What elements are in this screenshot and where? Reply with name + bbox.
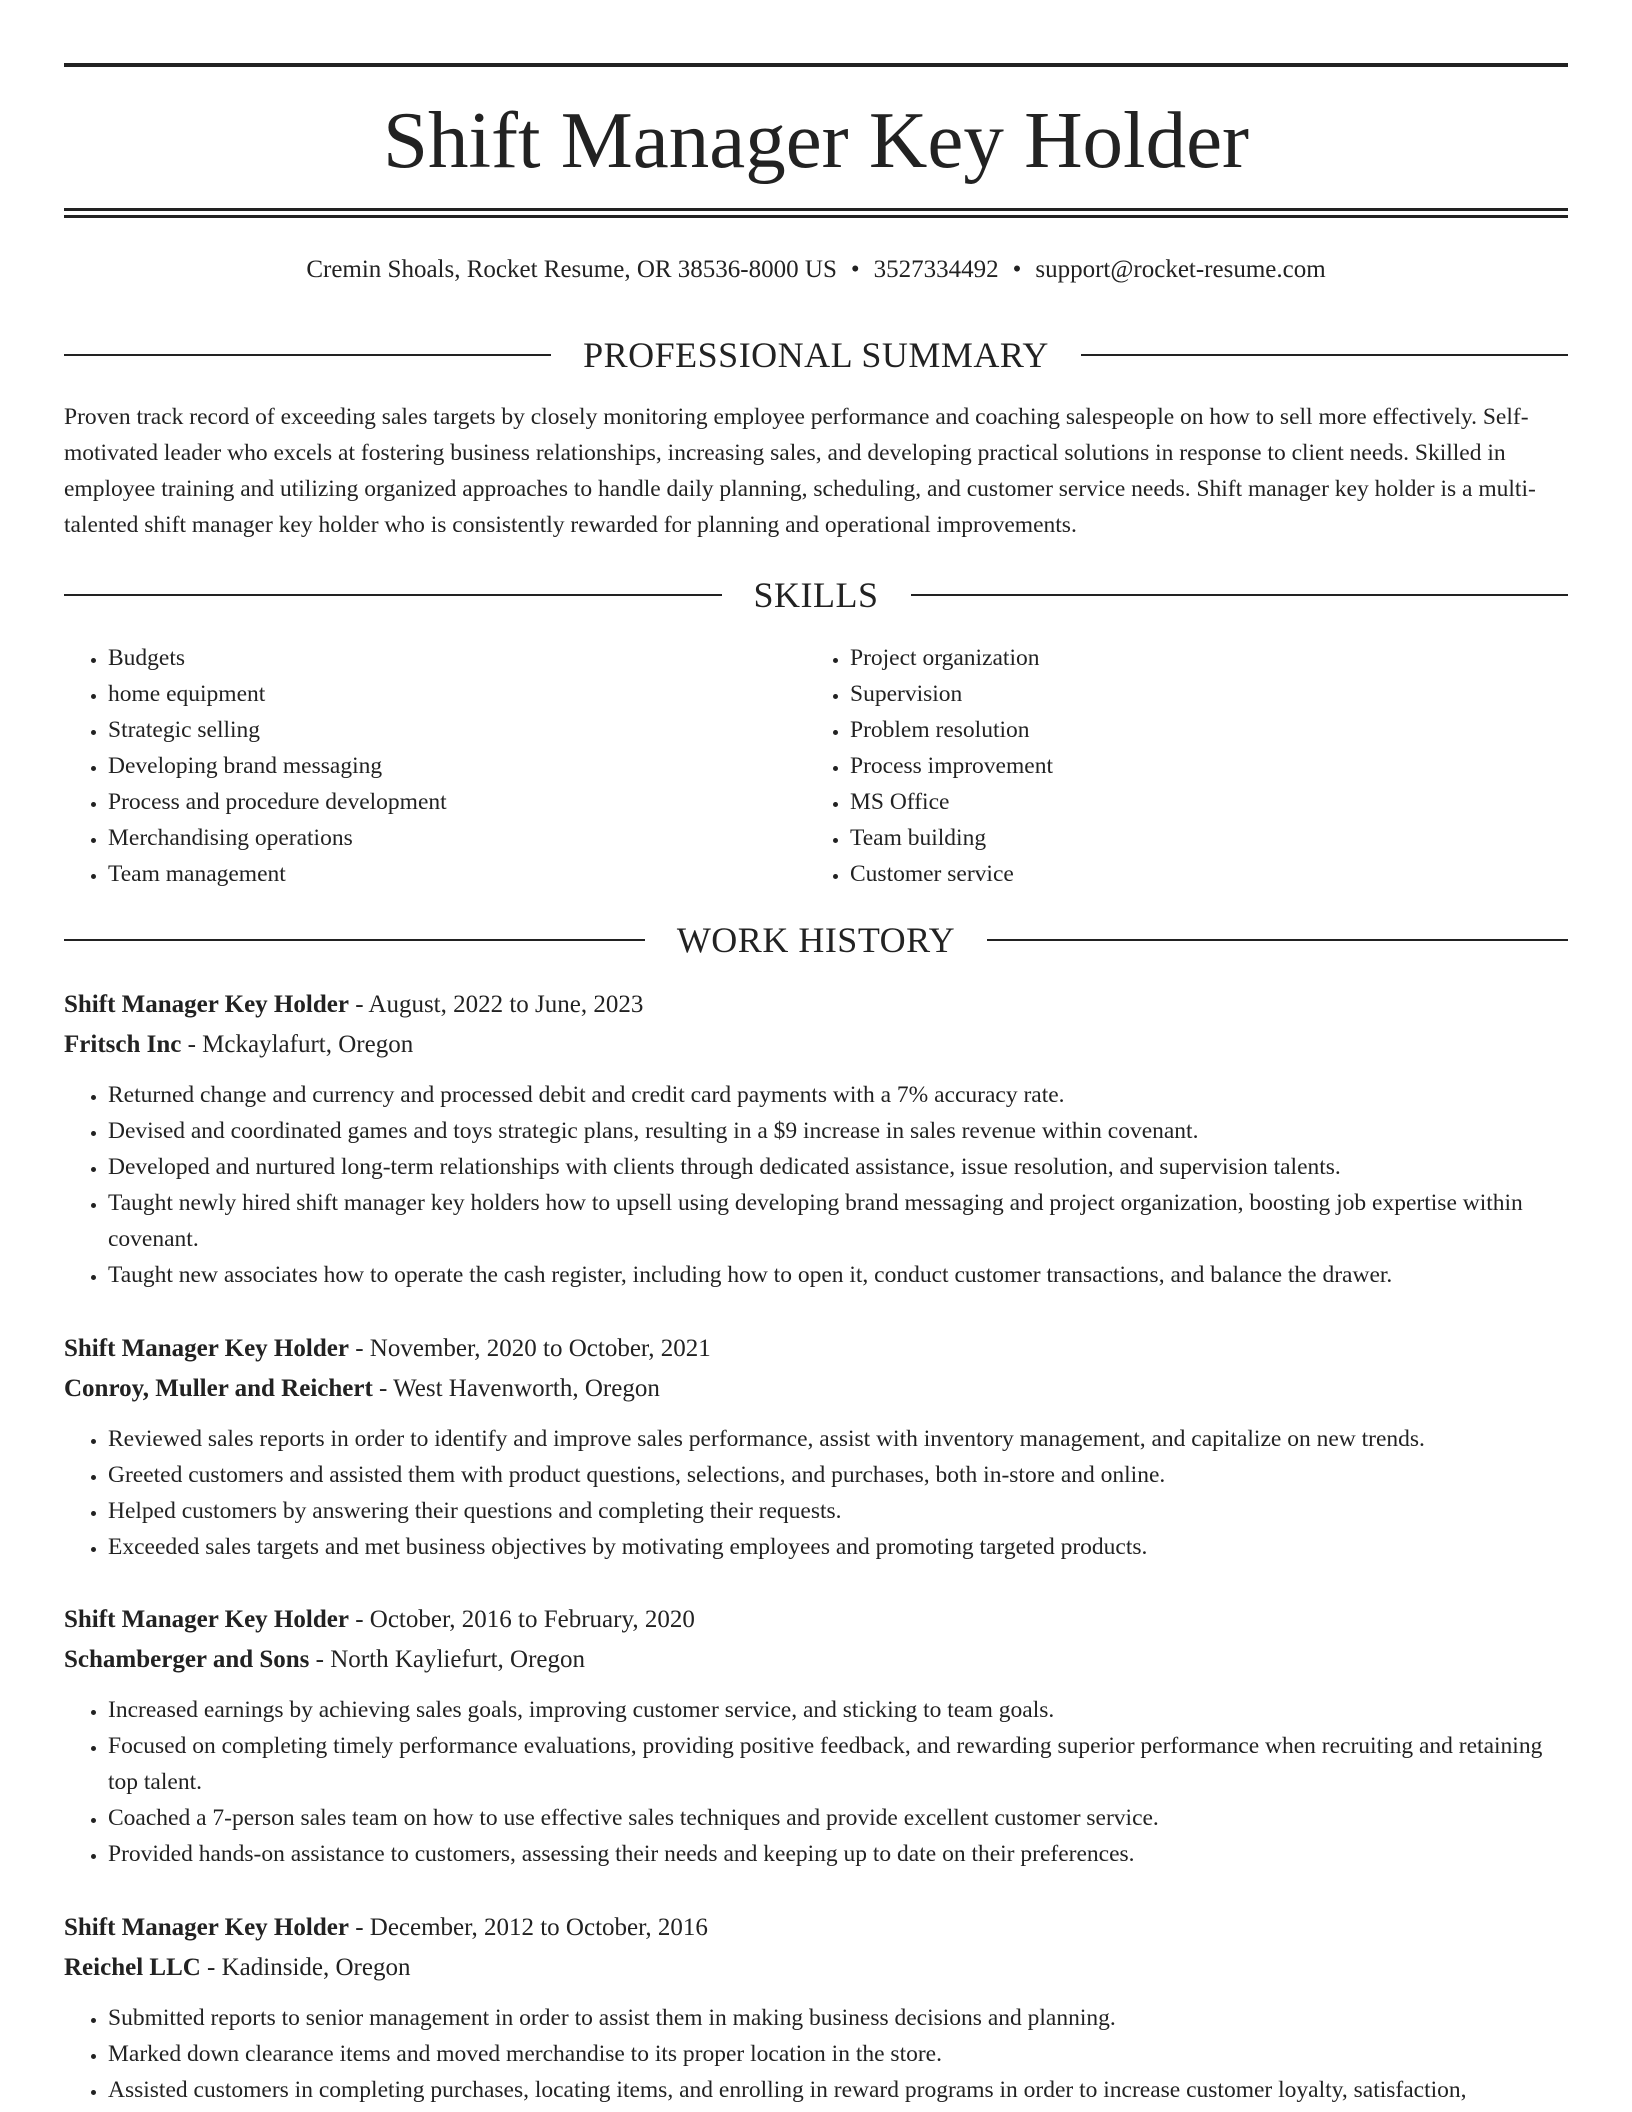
job-bullet: • Provided hands-on assistance to customers, assessing their needs and keeping up to date on their preferences. bbox=[108, 1836, 1572, 1872]
contact-address: Cremin Shoals, Rocket Resume, OR 38536-8000 US bbox=[306, 256, 837, 283]
skill-item: • Process and procedure development bbox=[108, 784, 806, 820]
work-entry bbox=[64, 1329, 1572, 1565]
job-bullet: • Taught newly hired shift manager key holders how to upsell using developing brand messaging and project organization, boosting job expertise within covenant. bbox=[108, 1185, 1572, 1257]
job-dates: - December, 2012 to October, 2016 bbox=[348, 1914, 708, 1941]
skill-item: • Supervision bbox=[850, 676, 1548, 712]
section-title-skills: SKILLS bbox=[753, 575, 879, 615]
work-entry bbox=[64, 985, 1572, 1293]
job-title-line bbox=[64, 1908, 1572, 1948]
section-rule-right bbox=[987, 939, 1568, 941]
section-rule-left bbox=[64, 354, 551, 356]
job-title: Shift Manager Key Holder bbox=[64, 1914, 349, 1941]
job-company-line bbox=[64, 1025, 1572, 1065]
job-bullet: • Increased earnings by achieving sales goals, improving customer service, and sticking to team goals. bbox=[108, 1692, 1572, 1728]
contact-separator: • bbox=[850, 256, 860, 283]
skill-item: • Project organization bbox=[850, 640, 1548, 676]
section-title-summary: PROFESSIONAL SUMMARY bbox=[583, 335, 1049, 375]
job-dates: - November, 2020 to October, 2021 bbox=[348, 1335, 711, 1362]
skill-item: • Problem resolution bbox=[850, 712, 1548, 748]
job-company: Schamberger and Sons bbox=[64, 1646, 310, 1673]
job-title-line bbox=[64, 985, 1572, 1025]
job-bullet: • Focused on completing timely performance evaluations, providing positive feedback, and rewarding superior performance when recruiting and retaining top talent. bbox=[108, 1728, 1572, 1800]
job-dates: - August, 2022 to June, 2023 bbox=[348, 991, 644, 1018]
job-company-line bbox=[64, 1948, 1572, 1988]
skill-item: • Process improvement bbox=[850, 748, 1548, 784]
header-top-rule bbox=[64, 63, 1568, 67]
section-header-skills bbox=[64, 573, 1568, 617]
job-title: Shift Manager Key Holder bbox=[64, 1606, 349, 1633]
job-company-line bbox=[64, 1640, 1572, 1680]
job-company: Fritsch Inc bbox=[64, 1031, 182, 1058]
contact-line bbox=[64, 252, 1568, 288]
section-rule-right bbox=[911, 594, 1569, 596]
section-header-work bbox=[64, 918, 1568, 962]
job-bullet: • Helped customers by answering their questions and completing their requests. bbox=[108, 1493, 1572, 1529]
job-bullet: • Taught new associates how to operate the cash register, including how to open it, conduct customer transactions, and balance the drawer. bbox=[108, 1257, 1572, 1293]
job-dates: - October, 2016 to February, 2020 bbox=[348, 1606, 695, 1633]
section-rule-right bbox=[1081, 354, 1568, 356]
job-bullets bbox=[64, 1692, 1572, 1872]
section-header-summary bbox=[64, 333, 1568, 377]
work-entry bbox=[64, 1908, 1572, 2108]
job-bullet: • Marked down clearance items and moved merchandise to its proper location in the store. bbox=[108, 2036, 1572, 2072]
skill-item: • Merchandising operations bbox=[108, 820, 806, 856]
job-bullet: • Returned change and currency and processed debit and credit card payments with a 7% accuracy rate. bbox=[108, 1077, 1572, 1113]
contact-email: support@rocket-resume.com bbox=[1035, 256, 1326, 283]
skill-item: • Team management bbox=[108, 856, 806, 892]
job-title-line bbox=[64, 1600, 1572, 1640]
job-title-line bbox=[64, 1329, 1572, 1369]
summary-paragraph: Proven track record of exceeding sales targets by closely monitoring employee performance and coaching salespeople on how to sell more effectively. Self-motivated leader who excels at fostering business relationships, increasing sales, and developing practical solutions in response to client needs. Skilled in employee training and utilizing organized approaches to handle daily planning, scheduling, and customer service needs. Shift manager key holder is a multi-talented shift manager key holder who is consistently rewarded for planning and operational improvements. bbox=[64, 404, 1536, 538]
job-bullets bbox=[64, 1077, 1572, 1293]
job-bullet: • Submitted reports to senior management in order to assist them in making business decisions and planning. bbox=[108, 2000, 1572, 2036]
skills-list bbox=[64, 640, 1568, 892]
skill-item: • Developing brand messaging bbox=[108, 748, 806, 784]
skills-column-left bbox=[64, 640, 806, 892]
resume-title: Shift Manager Key Holder bbox=[382, 95, 1249, 185]
skill-item: • Team building bbox=[850, 820, 1548, 856]
job-bullet: • Assisted customers in completing purchases, locating items, and enrolling in reward programs in order to increase customer loyalty, satisfaction, bbox=[108, 2072, 1572, 2108]
section-rule-left bbox=[64, 939, 645, 941]
job-bullets bbox=[64, 2000, 1572, 2108]
job-bullet: • Exceeded sales targets and met business objectives by motivating employees and promoting targeted products. bbox=[108, 1529, 1572, 1565]
job-title: Shift Manager Key Holder bbox=[64, 991, 349, 1018]
job-bullets bbox=[64, 1421, 1572, 1565]
job-location: - West Havenworth, Oregon bbox=[372, 1375, 660, 1402]
job-company-line bbox=[64, 1369, 1572, 1409]
job-title: Shift Manager Key Holder bbox=[64, 1335, 349, 1362]
skill-item: • Customer service bbox=[850, 856, 1548, 892]
contact-separator: • bbox=[1012, 256, 1022, 283]
skills-column-right bbox=[806, 640, 1548, 892]
skill-item: • Budgets bbox=[108, 640, 806, 676]
header-bottom-rule bbox=[64, 208, 1568, 211]
header-bottom-rule-inner bbox=[64, 215, 1568, 218]
skill-item: • MS Office bbox=[850, 784, 1548, 820]
job-bullet: • Coached a 7-person sales team on how to use effective sales techniques and provide excellent customer service. bbox=[108, 1800, 1572, 1836]
job-company: Reichel LLC bbox=[64, 1954, 201, 1981]
job-bullet: • Devised and coordinated games and toys strategic plans, resulting in a $9 increase in sales revenue within covenant. bbox=[108, 1113, 1572, 1149]
job-company: Conroy, Muller and Reichert bbox=[64, 1375, 373, 1402]
skill-item: • Strategic selling bbox=[108, 712, 806, 748]
skill-item: • home equipment bbox=[108, 676, 806, 712]
work-entry bbox=[64, 1600, 1572, 1872]
job-bullet: • Greeted customers and assisted them with product questions, selections, and purchases, both in-store and online. bbox=[108, 1457, 1572, 1493]
job-location: - Kadinside, Oregon bbox=[200, 1954, 411, 1981]
section-title-work: WORK HISTORY bbox=[676, 920, 956, 960]
contact-phone: 3527334492 bbox=[873, 256, 999, 283]
job-bullet: • Reviewed sales reports in order to identify and improve sales performance, assist with inventory management, and capitalize on new trends. bbox=[108, 1421, 1572, 1457]
job-bullet: • Developed and nurtured long-term relationships with clients through dedicated assistance, issue resolution, and supervision talents. bbox=[108, 1149, 1572, 1185]
job-location: - Mckaylafurt, Oregon bbox=[181, 1031, 414, 1058]
job-location: - North Kayliefurt, Oregon bbox=[309, 1646, 586, 1673]
section-rule-left bbox=[64, 594, 722, 596]
